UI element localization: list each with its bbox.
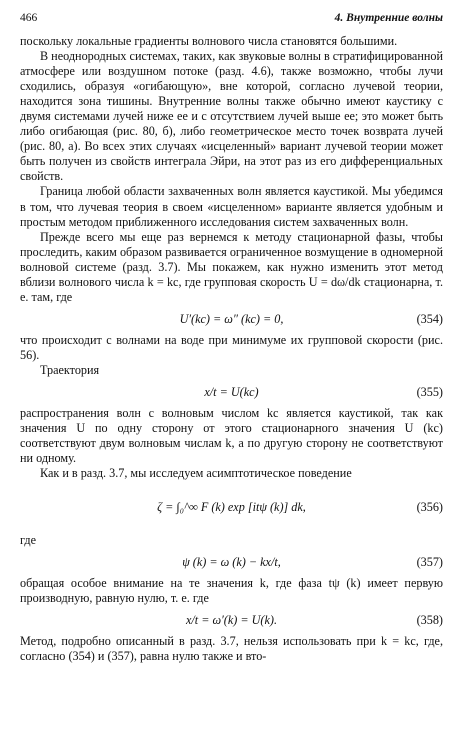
running-head: 4. Внутренние волны (334, 12, 443, 24)
equation-number: (356) (416, 500, 443, 515)
paragraph: поскольку локальные градиенты волнового числа становятся большими. (20, 34, 398, 48)
equation-body: U′(kc) = ω″ (kc) = 0, (179, 311, 284, 326)
equation-number: (354) (416, 311, 443, 326)
equation-number: (357) (416, 555, 443, 570)
equation-357 (20, 550, 443, 574)
equation-number: (358) (416, 613, 443, 628)
paragraph: что происходит с волнами на воде при минимуме их групповой скорости (рис. 56). (20, 332, 443, 362)
paragraph: В неоднородных системах, таких, как звуковые волны в стратифицированной атмосфере или воздушном потоке (разд. 4.6), также возможно, чтобы лучи сходились, образуя «огибающую», вне которой, согласно лучевой теории, находится зона тишины. Внутренние волны также обычно имеют каустику с двумя системами лучей ниже ее и с отсутствием лучей выше ее; это может быть либо огибающая (рис. 80, б), либо геометрическое место точек возврата лучей (рис. 80, а). Во всех этих случаях «исцеленный» вариант лучевой теории может быть получен из свойств интеграла Эйри, на этот раз из его дифференциальных свойств. (20, 49, 444, 184)
paragraph: Траектория (40, 362, 100, 377)
paragraph: обращая особое внимание на те значения k, где фаза tψ (k) имеет первую производную, равную нулю, т. е. где (20, 576, 443, 606)
paragraph: Граница любой области захваченных волн является каустикой. Мы убедимся в том, что лучевая теория в своем «исцеленном» варианте является удобным и простым методом приближенного исследования систем захваченных волн. (20, 184, 443, 229)
equation-body: ζ = ∫₀^∞ F (k) exp [itψ (k)] dk, (157, 500, 306, 515)
paragraph: распространения волн с волновым числом kc является каустикой, так как значения U по одну сторону от этого стационарного значения U (kc) соответствуют двум волновым числам k, а по другую сторону не соответствуют ни одному. (20, 405, 443, 466)
paragraph: Метод, подробно описанный в разд. 3.7, нельзя использовать при k = kc, где, согласно (354) и (357), равна нулю также и вто- (20, 634, 443, 664)
paragraph: Как и в разд. 3.7, мы исследуем асимптотическое поведение (40, 466, 352, 481)
equation-358 (20, 608, 443, 632)
equation-356 (20, 483, 443, 531)
paragraph: где (20, 533, 37, 548)
equation-354 (20, 307, 443, 331)
equation-body: x/t = ω′(k) = U(k). (186, 613, 277, 628)
equation-body: x/t = U(kc) (204, 384, 259, 399)
paragraph: Прежде всего мы еще раз вернемся к методу стационарной фазы, чтобы проследить, каким образом развивается ограниченное возмущение в одномерной волновой системе (разд. 3.7). Мы покажем, как нужно изменить этот метод вблизи волнового числа k = kc, где групповая скорость U = dω/dk стационарна, т. е. там, где (20, 229, 443, 304)
equation-355 (20, 380, 443, 404)
equation-body: ψ (k) = ω (k) − kx/t, (182, 555, 281, 570)
page-header (20, 12, 443, 28)
page-body (20, 34, 443, 664)
equation-number: (355) (416, 384, 443, 399)
page-number: 466 (20, 12, 38, 24)
